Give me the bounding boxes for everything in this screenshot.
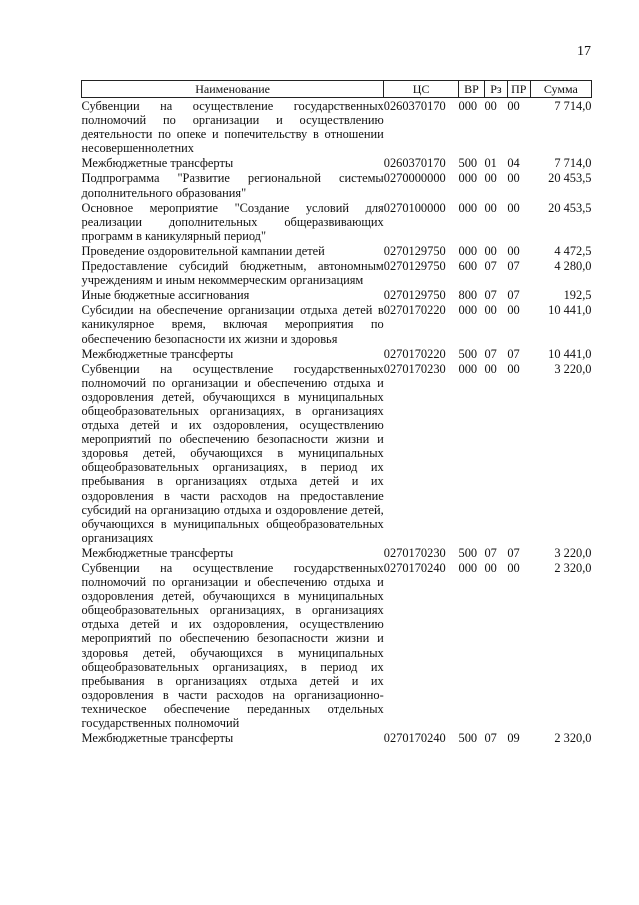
table-row: [82, 258, 592, 287]
cell-pr: 09: [507, 731, 520, 746]
cell-rz: 07: [484, 259, 497, 274]
cell-cs: 0260370170: [383, 156, 446, 171]
cell-name: Межбюджетные трансферты: [81, 346, 234, 361]
table-row: [82, 170, 592, 199]
cell-vr: 500: [458, 346, 478, 361]
budget-table: [81, 80, 592, 745]
cell-pr: 00: [507, 243, 520, 258]
cell-name: Предоставление субсидий бюджетным, автономным учреждениям и иным некоммерческим организациям: [81, 259, 384, 288]
table-row: [82, 361, 592, 545]
cell-sum: 2 320,0: [554, 561, 592, 575]
page-number: 17: [577, 44, 591, 59]
table-row: [82, 545, 592, 560]
cell-pr: 07: [507, 259, 520, 274]
header-name: Наименование: [82, 81, 384, 98]
cell-vr: 000: [458, 200, 478, 215]
cell-rz: 00: [484, 171, 497, 186]
cell-cs: 0270129750: [383, 259, 446, 274]
table-row: [82, 200, 592, 243]
cell-cs: 0260370170: [383, 99, 446, 113]
table-row: [82, 243, 592, 258]
cell-pr: 00: [507, 361, 520, 376]
cell-rz: 07: [484, 731, 497, 746]
cell-rz: 00: [484, 243, 497, 258]
cell-rz: 01: [484, 156, 497, 171]
header-sum: Сумма: [530, 81, 591, 98]
cell-sum: 10 441,0: [548, 303, 592, 318]
cell-sum: 4 280,0: [554, 259, 592, 274]
cell-pr: 04: [507, 156, 520, 171]
cell-sum: 3 220,0: [554, 545, 592, 560]
cell-sum: 7 714,0: [554, 99, 592, 113]
cell-rz: 00: [484, 200, 497, 215]
cell-vr: 000: [458, 243, 478, 258]
header-rz: Рз: [484, 81, 507, 98]
cell-rz: 00: [484, 361, 497, 376]
table-body: [82, 98, 592, 746]
cell-pr: 00: [507, 171, 520, 186]
cell-pr: 07: [507, 288, 520, 303]
table-row: [82, 155, 592, 170]
header-vr: ВР: [459, 81, 485, 98]
cell-sum: 4 472,5: [554, 243, 592, 258]
cell-name: Межбюджетные трансферты: [81, 545, 234, 560]
cell-cs: 0270100000: [383, 200, 446, 215]
cell-cs: 0270170220: [383, 346, 446, 361]
cell-name: Субвенции на осуществление государственных полномочий по организации и обеспечению отдыха и оздоровления детей, обучающихся в муниципальных общеобразовательных организациях, в организациях отдыха детей и их оздоровления, осуществлению мероприятий по обеспечению безопасности жизни и здоровья детей, обучающихся в муниципальных общеобразовательных организациях, в период их пребывания в организациях отдыха детей и их оздоровления в части расходов на организационно-техническое обеспечение переданных отдельных государственных полномочий: [81, 561, 384, 731]
cell-cs: 0270170240: [383, 731, 446, 746]
cell-rz: 00: [484, 561, 497, 575]
cell-pr: 00: [507, 303, 520, 318]
cell-name: Субвенции на осуществление государственных полномочий по организации и осуществлению деятельности по опеке и попечительству в отношении несовершеннолетних: [81, 99, 384, 156]
cell-sum: 192,5: [563, 288, 592, 303]
table-header-row: [82, 81, 592, 98]
table-row: [82, 346, 592, 361]
cell-rz: 00: [484, 99, 497, 113]
cell-sum: 2 320,0: [554, 731, 592, 746]
cell-sum: 7 714,0: [554, 156, 592, 171]
cell-vr: 000: [458, 303, 478, 318]
cell-rz: 07: [484, 346, 497, 361]
cell-name: Межбюджетные трансферты: [81, 731, 234, 746]
table-row: [82, 560, 592, 730]
table-row: [82, 287, 592, 302]
table-row: [82, 98, 592, 156]
cell-vr: 000: [458, 99, 478, 113]
cell-name: Основное мероприятие "Создание условий для реализации дополнительных общеразвивающих программ в каникулярный период": [81, 200, 384, 243]
cell-rz: 00: [484, 303, 497, 318]
header-cs: ЦС: [384, 81, 459, 98]
cell-sum: 20 453,5: [548, 171, 592, 186]
cell-vr: 500: [458, 545, 478, 560]
table-row: [82, 730, 592, 745]
cell-pr: 07: [507, 545, 520, 560]
cell-name: Межбюджетные трансферты: [81, 156, 234, 171]
cell-vr: 000: [458, 171, 478, 186]
cell-pr: 00: [507, 99, 520, 113]
cell-sum: 10 441,0: [548, 346, 592, 361]
cell-cs: 0270170230: [383, 545, 446, 560]
cell-vr: 800: [458, 288, 478, 303]
cell-rz: 07: [484, 288, 497, 303]
cell-pr: 00: [507, 200, 520, 215]
cell-cs: 0270000000: [383, 171, 446, 186]
cell-vr: 000: [458, 561, 478, 575]
cell-name: Субсидии на обеспечение организации отдыха детей в каникулярное время, включая мероприятия по обеспечению безопасности их жизни и здоровья: [81, 303, 384, 346]
cell-vr: 000: [458, 361, 478, 376]
cell-sum: 20 453,5: [548, 200, 592, 215]
cell-rz: 07: [484, 545, 497, 560]
cell-pr: 07: [507, 346, 520, 361]
cell-pr: 00: [507, 561, 520, 575]
cell-vr: 500: [458, 156, 478, 171]
cell-name: Проведение оздоровительной кампании детей: [81, 243, 325, 258]
cell-name: Подпрограмма "Развитие региональной системы дополнительного образования": [81, 171, 384, 200]
cell-name: Иные бюджетные ассигнования: [81, 288, 250, 303]
header-pr: ПР: [507, 81, 530, 98]
cell-cs: 0270170240: [383, 561, 446, 575]
cell-cs: 0270129750: [383, 288, 446, 303]
table-row: [82, 302, 592, 345]
cell-name: Субвенции на осуществление государственных полномочий по организации и обеспечению отдыха и оздоровления детей, обучающихся в муниципальных общеобразовательных организациях, в организациях отдыха детей и их оздоровления, осуществлению мероприятий по обеспечению безопасности жизни и здоровья детей, обучающихся в муниципальных общеобразовательных организациях, в период их пребывания в организациях отдыха детей и их оздоровления в части расходов на предоставление субсидий на организацию отдыха и оздоровление детей, обучающихся в муниципальных общеобразовательных организациях: [81, 361, 384, 545]
cell-cs: 0270170230: [383, 361, 446, 376]
cell-vr: 500: [458, 731, 478, 746]
cell-vr: 600: [458, 259, 478, 274]
cell-cs: 0270170220: [383, 303, 446, 318]
cell-sum: 3 220,0: [554, 361, 592, 376]
cell-cs: 0270129750: [383, 243, 446, 258]
